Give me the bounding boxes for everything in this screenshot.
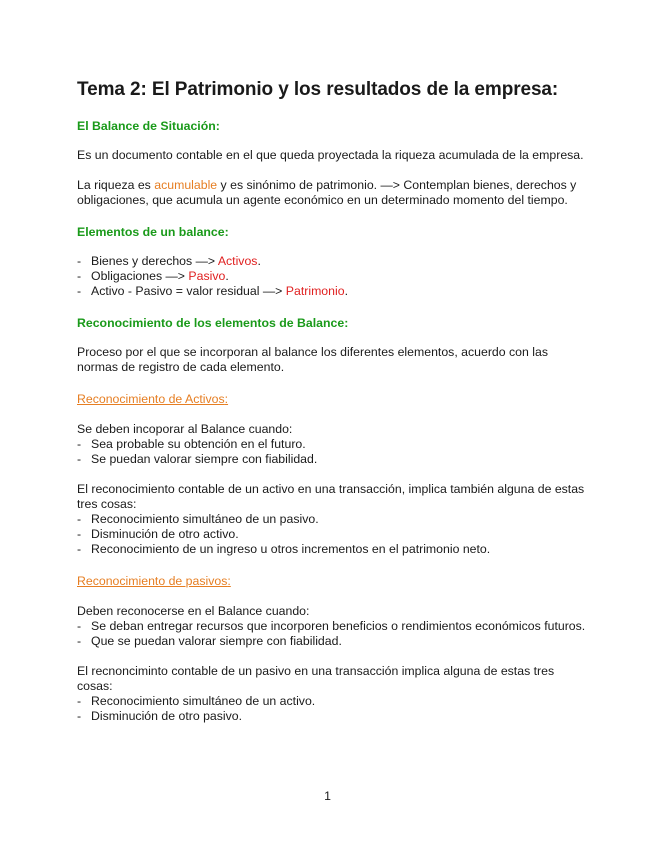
list-item: - Bienes y derechos —> Activos. — [77, 254, 587, 269]
list-item: - Disminución de otro activo. — [77, 527, 587, 542]
list-elementos — [77, 254, 587, 299]
list-item: - Reconocimiento simultáneo de un activo. — [77, 694, 587, 709]
paragraph-activos-intro: Se deben incoporar al Balance cuando: — [77, 422, 293, 436]
heading-elementos-balance: Elementos de un balance: — [77, 225, 229, 239]
list-item: - Sea probable su obtención en el futuro. — [77, 437, 587, 452]
heading-balance-situacion: El Balance de Situación: — [77, 119, 220, 133]
list-activos-condiciones — [77, 437, 587, 467]
highlight-acumulable: acumulable — [154, 178, 218, 192]
paragraph-pasivos-intro: Deben reconocerse en el Balance cuando: — [77, 604, 310, 618]
page-number: 1 — [324, 789, 331, 803]
list-pasivos-cosas — [77, 694, 587, 724]
list-item: - Reconocimiento simultáneo de un pasivo. — [77, 512, 587, 527]
list-item: - Activo - Pasivo = valor residual —> Patrimonio. — [77, 284, 587, 299]
list-item: - Obligaciones —> Pasivo. — [77, 269, 587, 284]
list-activos-cosas — [77, 512, 587, 557]
list-item: - Se deban entregar recursos que incorporen beneficios o rendimientos económicos futuros. — [77, 619, 587, 634]
list-item: - Se puedan valorar siempre con fiabilidad. — [77, 452, 587, 467]
paragraph-activos-transaccion: El reconocimiento contable de un activo en una transacción, implica también alguna de estas tres cosas: — [77, 482, 585, 511]
paragraph-riqueza: La riqueza es acumulable y es sinónimo de patrimonio. —> Contemplan bienes, derechos y obligaciones, que acumula un agente económico en un determinado momento del tiempo. — [77, 178, 577, 207]
heading-reconocimiento-elementos: Reconocimiento de los elementos de Balance: — [77, 316, 349, 330]
heading-reconocimiento-activos: Reconocimiento de Activos: — [77, 392, 229, 406]
paragraph-definicion: Es un documento contable en el que queda proyectada la riqueza acumulada de la empresa. — [77, 148, 584, 162]
list-item: - Reconocimiento de un ingreso u otros incrementos en el patrimonio neto. — [77, 542, 587, 557]
list-item: - Disminución de otro pasivo. — [77, 709, 587, 724]
paragraph-pasivos-transaccion: El recnonciminto contable de un pasivo en una transacción implica alguna de estas tres cosas: — [77, 664, 555, 693]
paragraph-proceso: Proceso por el que se incorporan al balance los diferentes elementos, acuerdo con las normas de registro de cada elemento. — [77, 345, 548, 374]
page-title: Tema 2: El Patrimonio y los resultados de la empresa: — [77, 79, 559, 100]
document-page — [77, 78, 587, 724]
list-pasivos-condiciones — [77, 619, 587, 649]
list-item: - Que se puedan valorar siempre con fiabilidad. — [77, 634, 587, 649]
heading-reconocimiento-pasivos: Reconocimiento de pasivos: — [77, 574, 231, 588]
